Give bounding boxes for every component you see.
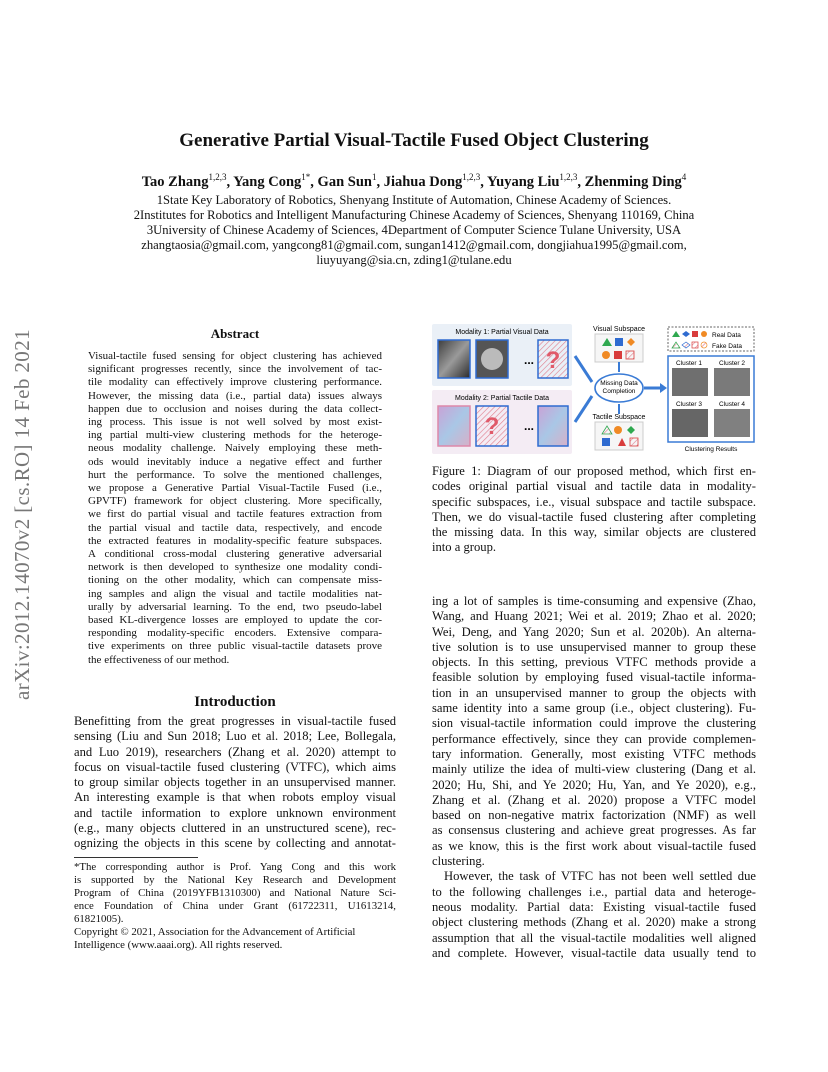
body-line: focus on visual-tactile fused clustering (VTFC), which aims — [74, 759, 396, 774]
body-line: Wang, and Huang 2021; Wei et al. 2019; Zhao et al. 2020; — [432, 609, 756, 624]
body-line: An interesting example is that when robots employ visual — [74, 790, 396, 805]
abstract-line: Visual-tactile fused sensing for object clustering has achieved — [88, 350, 382, 362]
clustering-results-label: Clustering Results — [684, 446, 738, 453]
copyright-line: Intelligence (www.aaai.org). All rights reserved. — [74, 938, 283, 951]
affiliation-line: 3University of Chinese Academy of Sciences, 4Department of Computer Science Tulane University, USA — [146, 223, 682, 237]
body-line: However, the task of VTFC has not been well settled due — [444, 869, 756, 884]
email-line: liuyuyang@sia.cn, zding1@tulane.edu — [316, 253, 512, 267]
body-line: based on non-negative matrix factorization (NMF) as well — [432, 808, 756, 823]
affiliation-line: 2Institutes for Robotics and Intelligent Manufacturing Chinese Academy of Sciences, Shenyang 110169, China — [133, 208, 695, 222]
question-mark-icon: ? — [545, 347, 561, 374]
body-line: Benefitting from the great progresses in visual-tactile fused — [74, 714, 396, 728]
body-line: same identity into a same group (i.e., object clustering). Fu- — [432, 701, 756, 716]
body-line: as we know, this is the first work about visual-tactile fused — [432, 838, 756, 853]
abstract-line: tioning on the other modality, which can compensate miss- — [88, 574, 382, 587]
cluster-thumbnails — [672, 409, 708, 437]
circle-icon — [614, 426, 622, 434]
abstract-line: significant progresses recently, since the involvement of tac- — [88, 363, 382, 376]
arrowhead-icon — [660, 383, 667, 393]
abstract-line: the effectiveness of our method. — [88, 653, 230, 666]
caption-line: Then, we do visual-tactile fused clustering after completing — [432, 509, 756, 524]
abstract-line: neous modality challenge. Naively employing these meth- — [88, 442, 382, 455]
fake-square-icon — [630, 438, 638, 446]
abstract-line: network is then developed to synthesize one modality condi- — [88, 561, 382, 574]
abstract-body — [88, 350, 382, 667]
cluster-label: Cluster 2 — [718, 360, 746, 367]
copyright-line: Copyright © 2021, Association for the Advancement of Artificial — [74, 926, 356, 938]
abstract-line: the partial visual and tactile data, respectively, and encode — [88, 521, 382, 534]
caption-line: Figure 1: Diagram of our proposed method, which first en- — [432, 464, 756, 478]
abstract-line: tile modality can effectively improve clustering performance. — [88, 376, 382, 389]
tactile-sample-image — [538, 406, 568, 446]
caption-line: specific subspaces, i.e., visual subspace and tactile subspace. — [432, 494, 756, 509]
tactile-subspace-label: Tactile Subspace — [592, 414, 646, 421]
figure-caption — [432, 464, 756, 556]
introduction-heading: Introduction — [194, 694, 276, 710]
ellipsis: ... — [524, 353, 535, 367]
body-line: ognizing the objects in this scene by collecting and annotat- — [74, 836, 396, 851]
copyright-notice — [74, 926, 396, 952]
body-line: object clustering methods (Zhang et al. 2020) make a strong — [432, 915, 756, 930]
body-line: to the following challenges i.e., partial data and heteroge- — [432, 884, 756, 899]
introduction-body — [74, 714, 396, 852]
caption-line: codes original partial visual and tactile data in modality- — [432, 479, 756, 494]
completion-label: Completion — [602, 388, 636, 395]
abstract-line: responding modality-specific encoders. Extensive compara- — [88, 627, 382, 640]
body-line: tive solution is to use unsupervised manner to group these — [432, 639, 756, 654]
body-line: tary information. Generally, most existing VTFC methods — [432, 746, 756, 761]
modality2-label: Modality 2: Partial Tactile Data — [454, 395, 550, 402]
body-line: tion in an unsupervised manner to group the objects with — [432, 685, 756, 700]
caption-line: into a group. — [432, 540, 497, 555]
square-icon — [614, 351, 622, 359]
legend-fake-label: Fake Data — [712, 343, 742, 350]
fake-circle-icon — [701, 342, 707, 348]
square-icon — [615, 338, 623, 346]
abstract-line: the extracted features in modality-specific feature subspaces. — [88, 534, 382, 547]
visual-subspace-label: Visual Subspace — [592, 326, 646, 333]
body-line: sensing (Liu and Sun 2018; Luo et al. 2018; Lee, Bollegala, — [74, 729, 396, 744]
square-icon — [602, 438, 610, 446]
cluster-label: Cluster 3 — [675, 401, 703, 408]
arrow — [575, 356, 592, 382]
body-line: sion visual-tactile information could improve the clustering — [432, 716, 756, 731]
body-line: and tactile information to explore unknown environment — [74, 805, 396, 820]
footnote-rule — [74, 857, 198, 858]
caption-line: the missing data. In this way, similar objects are clustered — [432, 525, 756, 540]
email-line: zhangtaosia@gmail.com, yangcong81@gmail.com, sungan1412@gmail.com, dongjiahua1995@gmail.com, — [141, 238, 687, 252]
abstract-line: A conditional cross-modal clustering generative adversarial — [88, 548, 382, 561]
abstract-line: However, the missing data (i.e., partial data) issues always — [88, 389, 382, 402]
body-line: neous modality. Partial data: Existing visual-tactile fused — [432, 899, 756, 914]
abstract-line: urally by adversarial learning. To the end, two pseudo-label — [88, 600, 382, 613]
fake-square-icon — [692, 342, 698, 348]
arrow — [575, 396, 592, 422]
ellipsis: ... — [524, 419, 535, 433]
visual-sample-image — [438, 340, 470, 378]
cluster-label: Cluster 1 — [675, 360, 703, 367]
legend-real-label: Real Data — [712, 332, 741, 339]
abstract-line: ing partial multi-view clustering methods for the heteroge- — [88, 429, 382, 442]
abstract-line: tive experiments on three public visual-tactile datasets prove — [88, 640, 382, 653]
affiliation-line: 1State Key Laboratory of Robotics, Shenyang Institute of Automation, Chinese Academy of Sciences. — [156, 193, 672, 207]
body-line: clustering. — [432, 854, 485, 869]
cluster-thumbnails — [672, 368, 708, 396]
body-line: mainly utilize the idea of multi-view clustering (Dang et al. — [432, 762, 756, 777]
cluster-label: Cluster 4 — [718, 401, 746, 408]
paper-title: Generative Partial Visual-Tactile Fused Object Clustering — [179, 130, 649, 151]
tactile-sample-image — [438, 406, 470, 446]
footnote-line: *The corresponding author is Prof. Yang Cong and this work — [74, 861, 396, 873]
circle-icon — [602, 351, 610, 359]
footnote-line: 61821005). — [74, 912, 124, 925]
abstract-line: based KL-divergence losses are employed to update the cor- — [88, 614, 382, 627]
fake-square-icon — [626, 351, 634, 359]
body-line: (e.g., many objects cluttered in an unstructured scene), rec- — [74, 821, 396, 836]
abstract-line: happen due to occlusion and noises during the data collect- — [88, 402, 382, 415]
author-list: Tao Zhang$^{1,2,3}$, Yang Cong$^{1*}$, Gan Sun$^1$, Jiahua Dong$^{1,2,3}$, Yuyang Liu$^{1,2,3}$, Zhenming Ding$^4$ — [141, 172, 687, 190]
question-mark-icon: ? — [484, 413, 500, 440]
square-icon — [692, 331, 698, 337]
arxiv-stamp: arXiv:2012.14070v2 [cs.RO] 14 Feb 2021 — [10, 328, 34, 700]
body-line: to group similar objects together in an unsupervised manner. — [74, 775, 396, 790]
abstract-line: we first do partial visual and tactile features extraction from — [88, 508, 382, 521]
body-line: and complete. However, visual-tactile data usually tend to — [432, 945, 756, 960]
affiliations — [0, 193, 828, 268]
cluster-thumbnails — [714, 409, 750, 437]
modality1-label: Modality 1: Partial Visual Data — [455, 329, 549, 336]
body-line: as consensus clustering and achieve great progresses. As far — [432, 823, 756, 838]
body-line: ing a lot of samples is time-consuming and expensive (Zhao, — [432, 594, 756, 608]
figure-1-diagram — [432, 322, 758, 456]
body-line: assumption that all the visual-tactile modalities well aligned — [432, 930, 756, 945]
circle-icon — [701, 331, 707, 337]
abstract-line: ods would inevitably induce a negative effect and further — [88, 455, 382, 468]
visual-sample-object — [481, 348, 503, 370]
abstract-line: GPVTF) framework for object clustering. More specifically, — [88, 495, 382, 508]
footnote — [74, 861, 396, 926]
body-line: Zhang et al. (Zhang et al. 2020) propose a VTFC model — [432, 792, 756, 807]
abstract-line: ing samples and align the visual and tactile modalities nat- — [88, 587, 382, 600]
body-line: 2020; Hu, Shi, and Ye 2020; Hu, Yan, and Ye 2020), e.g., — [432, 777, 756, 792]
right-column-body — [432, 594, 756, 961]
abstract-line: hurt the performance. To solve the mentioned challenges, — [88, 468, 382, 481]
abstract-line: we propose a Generative Partial Visual-Tactile Fused (i.e., — [88, 482, 382, 495]
body-line: objects. In this setting, previous VTFC methods provide a — [432, 655, 756, 670]
body-line: performance effectively, since they can provide complemen- — [432, 731, 756, 746]
footnote-line: is supported by the National Key Research and Development — [74, 873, 396, 886]
abstract-heading: Abstract — [210, 326, 260, 341]
cluster-thumbnails — [714, 368, 750, 396]
body-line: and Luo 2019), researchers (Zhang et al. 2020) attempt to — [74, 744, 396, 759]
missing-data-label: Missing Data — [600, 380, 638, 387]
footnote-line: Program of China (2019YFB1310300) and National Nature Sci- — [74, 886, 396, 899]
abstract-line: ing process. This issue is not well solved by most exist- — [88, 416, 382, 429]
body-line: feasible solution by employing fused visual-tactile informa- — [432, 670, 756, 685]
body-line: Wei, Deng, and Yang 2020; Sun et al. 2020b). An alterna- — [432, 624, 756, 639]
footnote-line: ence Foundation of China under Grant (61722311, U1613214, — [74, 899, 396, 912]
